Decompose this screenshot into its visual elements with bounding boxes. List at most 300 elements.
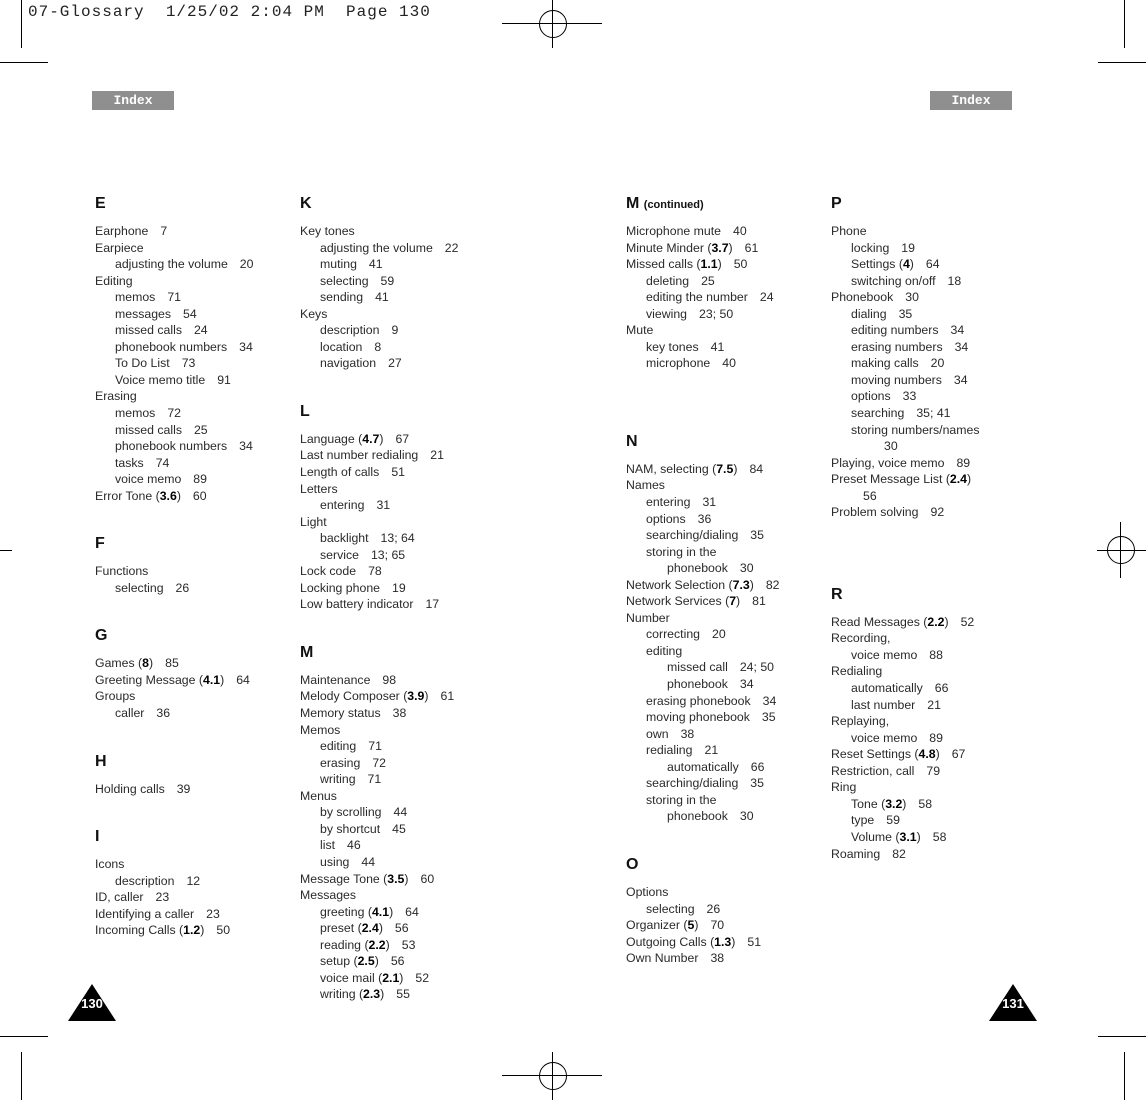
entry-term-suffix: ) bbox=[385, 937, 390, 952]
entry-term: key tones bbox=[646, 339, 699, 354]
entry-term-suffix: ) bbox=[399, 970, 404, 985]
entry-pages: 46 bbox=[347, 838, 361, 853]
index-entry bbox=[831, 697, 1026, 714]
index-entry bbox=[626, 577, 821, 594]
index-entry bbox=[626, 693, 821, 710]
entry-pages: 44 bbox=[393, 805, 408, 820]
entry-term: Restriction, call bbox=[831, 763, 915, 778]
index-entry bbox=[626, 709, 821, 726]
entry-pages: 27 bbox=[388, 356, 402, 371]
entry-term: Maintenance bbox=[300, 672, 371, 687]
entry-pages: 56 bbox=[390, 954, 405, 969]
entry-term: storing numbers/names bbox=[851, 422, 980, 437]
entry-pages: 67 bbox=[951, 747, 966, 762]
index-entry bbox=[831, 846, 1026, 863]
entry-term: phonebook bbox=[667, 561, 728, 576]
index-entry bbox=[831, 829, 1026, 846]
section-letter-text: O bbox=[626, 855, 639, 873]
entry-term-suffix: ) bbox=[749, 577, 754, 592]
section-letter bbox=[626, 855, 821, 874]
index-entry bbox=[626, 901, 821, 918]
index-entry bbox=[626, 322, 821, 339]
entry-pages: 22 bbox=[444, 240, 459, 255]
entry-term: Lock code bbox=[300, 564, 357, 579]
entry-term: phonebook numbers bbox=[115, 439, 228, 454]
entry-pages: 44 bbox=[361, 854, 376, 869]
entry-pages: 58 bbox=[932, 829, 947, 844]
entry-term-suffix: ) bbox=[220, 672, 225, 687]
entry-pages: 19 bbox=[392, 580, 406, 595]
entry-term-suffix: ) bbox=[424, 689, 429, 704]
index-entry bbox=[95, 388, 290, 405]
entry-term: by shortcut bbox=[320, 821, 381, 836]
entry-pages: 34 bbox=[954, 339, 969, 354]
index-entry bbox=[300, 447, 495, 464]
entry-term: Key tones bbox=[300, 224, 355, 238]
index-section bbox=[300, 402, 495, 613]
index-entry bbox=[300, 596, 495, 613]
entry-pages: 38 bbox=[680, 726, 695, 741]
entry-term-suffix: ) bbox=[389, 904, 394, 919]
entry-term: Volume ( bbox=[851, 829, 900, 844]
entry-term: switching on/off bbox=[851, 273, 936, 288]
menu-number: 4.8 bbox=[918, 747, 936, 762]
index-entry bbox=[831, 630, 1026, 647]
menu-number: 2.3 bbox=[363, 987, 381, 1002]
continued-label: (continued) bbox=[643, 199, 704, 211]
index-column-2 bbox=[300, 194, 495, 1003]
entry-pages: 34 bbox=[239, 339, 253, 354]
section-letter-text: E bbox=[95, 195, 106, 212]
index-entry bbox=[831, 388, 1026, 405]
entry-pages: 64 bbox=[925, 257, 940, 272]
index-entry bbox=[831, 763, 1026, 780]
index-section bbox=[626, 194, 821, 372]
entry-term: Network Selection ( bbox=[626, 577, 733, 592]
index-entry bbox=[626, 306, 821, 323]
entry-term: phonebook bbox=[667, 677, 728, 692]
entry-term: Earphone bbox=[95, 224, 149, 238]
entry-term-suffix: ) bbox=[728, 240, 733, 255]
index-entry bbox=[300, 306, 495, 323]
entry-term: writing ( bbox=[320, 987, 364, 1002]
index-entry bbox=[626, 223, 821, 240]
index-column-1 bbox=[95, 194, 290, 939]
entry-term: Memos bbox=[300, 722, 341, 737]
menu-number: 1.3 bbox=[714, 934, 732, 949]
index-entry bbox=[300, 804, 495, 821]
page-number-right: 131 bbox=[1002, 996, 1024, 1011]
menu-number: 7.5 bbox=[716, 461, 734, 476]
menu-number: 2.4 bbox=[361, 921, 379, 936]
entry-term: entering bbox=[646, 495, 691, 510]
section-letter bbox=[626, 194, 821, 213]
entry-pages: 26 bbox=[706, 901, 721, 916]
crop-mark bbox=[1124, 1052, 1125, 1100]
section-letter-text: I bbox=[95, 828, 100, 846]
entry-pages: 72 bbox=[372, 755, 387, 770]
entry-term: Messages bbox=[300, 888, 357, 903]
entry-pages: 73 bbox=[181, 356, 196, 371]
index-entry bbox=[831, 812, 1026, 829]
entry-term: memos bbox=[115, 290, 156, 305]
entry-pages: 20 bbox=[239, 257, 254, 272]
entry-pages: 9 bbox=[391, 323, 399, 338]
entry-term: Erasing bbox=[95, 389, 137, 404]
index-entry bbox=[300, 580, 495, 597]
entry-pages: 50 bbox=[216, 923, 231, 938]
entry-term: moving numbers bbox=[851, 372, 942, 387]
entry-pages: 34 bbox=[950, 323, 965, 338]
entry-term: Message Tone ( bbox=[300, 871, 388, 886]
menu-number: 7 bbox=[729, 594, 737, 609]
entry-pages: 35 bbox=[761, 710, 776, 725]
index-entry bbox=[626, 560, 821, 577]
section-letter bbox=[95, 752, 290, 771]
entry-term: description bbox=[320, 323, 380, 338]
entry-term: viewing bbox=[646, 306, 688, 321]
index-entry bbox=[831, 405, 1026, 422]
index-section bbox=[95, 534, 290, 596]
index-entry bbox=[300, 273, 495, 290]
index-entry bbox=[95, 306, 290, 323]
index-entry bbox=[95, 322, 290, 339]
entry-term: Last number redialing bbox=[300, 448, 419, 463]
section-letter bbox=[300, 402, 495, 421]
entry-term: editing numbers bbox=[851, 323, 939, 338]
entry-term: memos bbox=[115, 406, 156, 421]
entry-term: entering bbox=[320, 498, 365, 513]
index-entry bbox=[626, 461, 821, 478]
entry-term: using bbox=[320, 854, 350, 869]
index-entry bbox=[95, 688, 290, 705]
entry-pages: 79 bbox=[926, 763, 941, 778]
index-entry bbox=[831, 256, 1026, 273]
index-entry bbox=[95, 873, 290, 890]
index-entry bbox=[300, 755, 495, 772]
index-entry bbox=[300, 481, 495, 498]
entry-term: Games ( bbox=[95, 656, 143, 671]
entry-pages: 24 bbox=[759, 290, 774, 305]
index-entry bbox=[95, 339, 290, 356]
index-entry bbox=[626, 339, 821, 356]
index-entry bbox=[300, 497, 495, 514]
section-letter-text: M bbox=[300, 643, 314, 661]
index-entry bbox=[95, 856, 290, 873]
entry-pages: 7 bbox=[160, 224, 168, 238]
entry-pages: 34 bbox=[739, 677, 754, 692]
index-entry bbox=[831, 240, 1026, 257]
index-entry bbox=[831, 455, 1026, 472]
section-letter bbox=[95, 534, 290, 553]
index-section bbox=[95, 626, 290, 721]
entry-pages: 35 bbox=[898, 306, 913, 321]
entry-term: voice memo bbox=[115, 472, 182, 487]
entry-pages: 31 bbox=[702, 495, 717, 510]
entry-term: Own Number bbox=[626, 951, 699, 966]
entry-term: Tone ( bbox=[851, 796, 886, 811]
entry-term: Language ( bbox=[300, 431, 363, 446]
entry-pages: 66 bbox=[750, 759, 765, 774]
entry-pages: 53 bbox=[401, 937, 416, 952]
menu-number: 4 bbox=[902, 257, 910, 272]
index-section bbox=[831, 194, 1026, 521]
index-section bbox=[626, 432, 821, 825]
index-entry bbox=[95, 372, 290, 389]
entry-pages: 64 bbox=[236, 672, 250, 687]
entry-term: Roaming bbox=[831, 846, 881, 861]
entry-pages: 71 bbox=[167, 290, 182, 305]
index-entry bbox=[831, 289, 1026, 306]
index-entry bbox=[95, 240, 290, 257]
entry-term: Icons bbox=[95, 857, 125, 872]
index-entry bbox=[831, 680, 1026, 697]
index-entry bbox=[831, 422, 1026, 439]
section-letter-text: G bbox=[95, 627, 108, 645]
index-entry bbox=[95, 781, 290, 798]
index-entry bbox=[626, 626, 821, 643]
index-entry bbox=[95, 488, 290, 505]
entry-term: ID, caller bbox=[95, 890, 144, 905]
index-entry bbox=[626, 643, 821, 660]
entry-pages: 71 bbox=[367, 772, 382, 787]
entry-pages: 81 bbox=[752, 594, 766, 609]
section-letter-text: P bbox=[831, 195, 842, 212]
entry-term: erasing numbers bbox=[851, 339, 943, 354]
entry-term: tasks bbox=[115, 455, 144, 470]
menu-number: 8 bbox=[142, 656, 149, 671]
index-entry bbox=[300, 854, 495, 871]
entry-term: Earpiece bbox=[95, 240, 144, 255]
entry-term: options bbox=[646, 511, 686, 526]
index-entry bbox=[831, 504, 1026, 521]
index-column-4 bbox=[831, 194, 1026, 862]
entry-pages: 21 bbox=[430, 448, 444, 463]
entry-term: Length of calls bbox=[300, 465, 380, 480]
entry-pages: 36 bbox=[697, 511, 712, 526]
entry-term: adjusting the volume bbox=[320, 240, 433, 255]
entry-term: messages bbox=[115, 306, 172, 321]
entry-pages: 38 bbox=[392, 706, 407, 721]
entry-pages: 74 bbox=[155, 455, 170, 470]
entry-pages: 39 bbox=[176, 781, 191, 796]
index-entry bbox=[626, 289, 821, 306]
index-entry bbox=[831, 471, 1026, 488]
entry-term: phonebook bbox=[667, 809, 728, 824]
index-section bbox=[626, 855, 821, 967]
index-entry bbox=[831, 273, 1026, 290]
index-entry bbox=[300, 953, 495, 970]
index-section bbox=[95, 827, 290, 939]
entry-term: Network Services ( bbox=[626, 594, 730, 609]
entry-term: Error Tone ( bbox=[95, 488, 160, 503]
entry-pages: 13; 64 bbox=[380, 531, 415, 546]
entry-pages: 56 bbox=[394, 921, 409, 936]
entry-term: Mute bbox=[626, 323, 654, 338]
entry-pages: 21 bbox=[704, 743, 719, 758]
index-entry bbox=[626, 759, 821, 776]
entry-term-suffix: ) bbox=[731, 934, 736, 949]
entry-term: editing bbox=[320, 739, 357, 754]
entry-pages: 18 bbox=[947, 273, 962, 288]
entry-pages: 33 bbox=[902, 389, 917, 404]
entry-pages: 70 bbox=[710, 918, 725, 933]
entry-term: navigation bbox=[320, 356, 377, 371]
index-section bbox=[95, 194, 290, 504]
index-entry bbox=[626, 240, 821, 257]
entry-pages: 59 bbox=[380, 273, 395, 288]
entry-term: selecting bbox=[646, 901, 695, 916]
entry-term: Locking phone bbox=[300, 580, 380, 595]
entry-pages: 71 bbox=[368, 739, 382, 754]
entry-pages: 38 bbox=[710, 951, 725, 966]
entry-term: moving phonebook bbox=[646, 710, 750, 725]
entry-term: last number bbox=[851, 697, 916, 712]
entry-pages: 41 bbox=[368, 257, 383, 272]
entry-term-suffix: ) bbox=[944, 614, 949, 629]
index-entry bbox=[626, 917, 821, 934]
index-entry bbox=[626, 792, 821, 809]
index-entry bbox=[95, 422, 290, 439]
entry-pages: 89 bbox=[929, 730, 943, 745]
index-entry bbox=[300, 339, 495, 356]
menu-number: 2.2 bbox=[368, 937, 386, 952]
index-entry bbox=[300, 514, 495, 531]
entry-term: making calls bbox=[851, 356, 919, 371]
index-entry bbox=[831, 663, 1026, 680]
entry-term: Names bbox=[626, 478, 665, 493]
entry-term: Identifying a caller bbox=[95, 906, 195, 921]
entry-pages: 21 bbox=[927, 697, 941, 712]
entry-pages: 84 bbox=[749, 461, 764, 476]
menu-number: 4.1 bbox=[371, 904, 390, 919]
entry-pages: 40 bbox=[722, 356, 736, 371]
entry-term: Number bbox=[626, 610, 670, 625]
section-letter bbox=[95, 827, 290, 846]
index-entry bbox=[300, 837, 495, 854]
index-entry bbox=[831, 730, 1026, 747]
entry-term-suffix: ) bbox=[200, 923, 205, 938]
entry-pages: 24; 50 bbox=[739, 660, 775, 675]
entry-pages: 34 bbox=[762, 693, 777, 708]
index-entry bbox=[95, 223, 290, 240]
menu-number: 7.3 bbox=[732, 577, 750, 592]
index-entry bbox=[95, 563, 290, 580]
index-entry bbox=[300, 547, 495, 564]
section-letter-text: F bbox=[95, 535, 105, 553]
entry-term: voice memo bbox=[851, 730, 918, 745]
entry-term: Letters bbox=[300, 481, 338, 496]
menu-number: 4.1 bbox=[203, 672, 221, 687]
entry-term: Phone bbox=[831, 224, 867, 238]
entry-term: searching/dialing bbox=[646, 528, 739, 543]
entry-term: type bbox=[851, 813, 875, 828]
index-entry bbox=[300, 256, 495, 273]
index-entry bbox=[300, 688, 495, 705]
entry-pages: 88 bbox=[929, 647, 943, 662]
index-tab-left: Index bbox=[92, 91, 174, 110]
entry-term: missed call bbox=[667, 660, 728, 675]
index-entry bbox=[831, 355, 1026, 372]
index-entry bbox=[831, 779, 1026, 796]
entry-pages: 72 bbox=[167, 406, 182, 421]
entry-pages: 60 bbox=[192, 488, 207, 503]
index-entry bbox=[626, 950, 821, 967]
entry-term: backlight bbox=[320, 531, 369, 546]
entry-term-suffix: ) bbox=[733, 461, 738, 476]
printer-slug: 07-Glossary 1/25/02 2:04 PM Page 130 bbox=[28, 3, 431, 21]
entry-term: by scrolling bbox=[320, 805, 382, 820]
entry-pages: 98 bbox=[382, 672, 397, 687]
entry-pages: 12 bbox=[186, 873, 201, 888]
entry-pages: 56 bbox=[863, 488, 877, 503]
index-entry bbox=[626, 544, 821, 561]
entry-term-suffix: ) bbox=[736, 594, 741, 609]
section-letter bbox=[300, 643, 495, 662]
entry-term-suffix: ) bbox=[380, 987, 385, 1002]
index-entry bbox=[95, 922, 290, 939]
index-entry bbox=[300, 240, 495, 257]
entry-term: Groups bbox=[95, 689, 136, 704]
entry-term-suffix: ) bbox=[694, 918, 699, 933]
entry-term: setup ( bbox=[320, 954, 358, 969]
index-entry bbox=[95, 256, 290, 273]
entry-term: Keys bbox=[300, 306, 328, 321]
entry-term: Melody Composer ( bbox=[300, 689, 408, 704]
index-column-3 bbox=[626, 194, 821, 967]
entry-pages: 67 bbox=[395, 431, 410, 446]
entry-pages: 41 bbox=[375, 290, 389, 305]
entry-pages: 82 bbox=[765, 577, 780, 592]
entry-pages: 25 bbox=[193, 422, 208, 437]
entry-term: Light bbox=[300, 514, 327, 529]
index-entry bbox=[300, 937, 495, 954]
entry-term-suffix: ) bbox=[379, 431, 384, 446]
crop-mark bbox=[21, 1052, 22, 1100]
index-entry bbox=[300, 821, 495, 838]
entry-term: muting bbox=[320, 257, 357, 272]
entry-term: Playing, voice memo bbox=[831, 455, 945, 470]
menu-number: 2.1 bbox=[382, 970, 400, 985]
index-entry bbox=[626, 775, 821, 792]
entry-pages: 19 bbox=[901, 240, 915, 255]
index-entry bbox=[831, 223, 1026, 240]
index-entry bbox=[95, 405, 290, 422]
entry-term: editing bbox=[646, 643, 683, 658]
entry-pages: 8 bbox=[374, 339, 382, 354]
entry-pages: 23 bbox=[155, 890, 170, 905]
section-letter bbox=[95, 194, 290, 213]
entry-pages: 89 bbox=[193, 472, 207, 487]
entry-term: voice memo bbox=[851, 647, 918, 662]
entry-term: sending bbox=[320, 290, 364, 305]
entry-pages: 64 bbox=[405, 904, 419, 919]
entry-pages: 30 bbox=[884, 439, 898, 454]
entry-pages: 30 bbox=[739, 809, 754, 824]
entry-term-suffix: ) bbox=[909, 257, 914, 272]
entry-pages: 26 bbox=[175, 580, 190, 595]
index-entry bbox=[626, 610, 821, 627]
entry-term: missed calls bbox=[115, 422, 182, 437]
section-letter-text: H bbox=[95, 752, 107, 770]
index-entry bbox=[626, 593, 821, 610]
index-entry bbox=[831, 746, 1026, 763]
entry-term: automatically bbox=[667, 759, 739, 774]
index-entry bbox=[95, 289, 290, 306]
index-entry bbox=[626, 742, 821, 759]
entry-term-suffix: ) bbox=[378, 921, 383, 936]
index-entry bbox=[300, 771, 495, 788]
